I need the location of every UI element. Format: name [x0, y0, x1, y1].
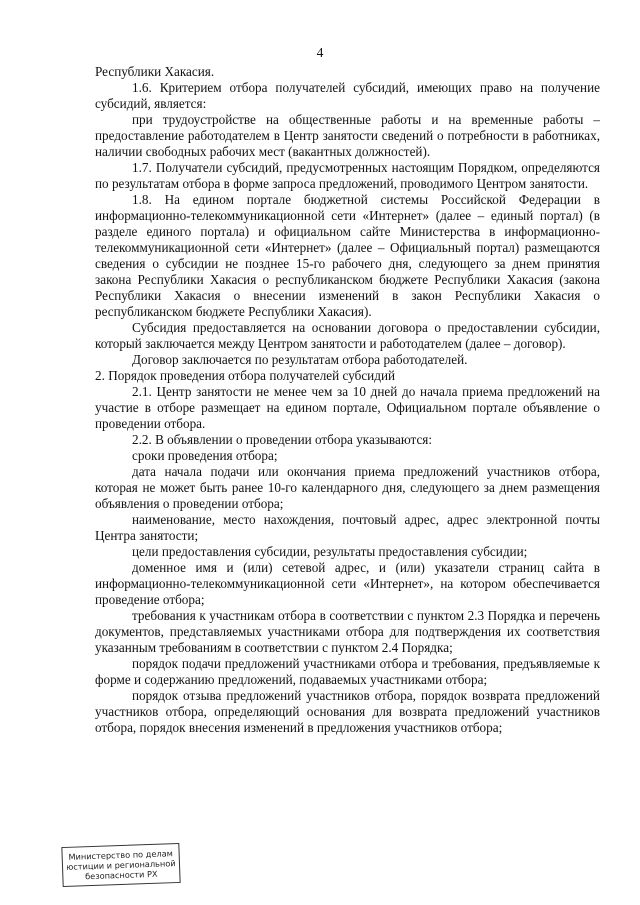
paragraph-continuation: Республики Хакасия.: [95, 64, 215, 79]
paragraph-subsidy-contract: Субсидия предоставляется на основании договора о предоставлении субсидии, который заключается между Центром занятости и работодателем (далее – договор).: [95, 320, 600, 351]
page-number: 4: [316, 45, 324, 60]
list-item-dates: дата начала подачи или окончания приема предложений участников отбора, которая не может быть ранее 10-го календарного дня, следующего за днем размещения объявления о проведении отбора;: [95, 464, 600, 511]
ministry-stamp: [61, 843, 180, 887]
paragraph-1-6: 1.6. Критерием отбора получателей субсидий, имеющих право на получение субсидий, является:: [95, 80, 600, 111]
list-item-domain: доменное имя и (или) сетевой адрес, и (или) указатели страниц сайта в информационно-телекоммуникационной сети «Интернет», на котором обеспечивается проведение отбора;: [95, 560, 600, 607]
list-item-withdrawal: порядок отзыва предложений участников отбора, порядок возврата предложений участников отбора, определяющий основания для возврата предложений участников отбора, порядок внесения изменений в предложения участников отбора;: [95, 688, 600, 735]
list-item-goals: цели предоставления субсидии, результаты предоставления субсидии;: [132, 544, 528, 559]
stamp-line: Министерство по делам: [68, 848, 173, 862]
stamp-line: безопасности РХ: [84, 868, 158, 882]
paragraph-2-1: 2.1. Центр занятости не менее чем за 10 дней до начала приема предложений на участие в отборе размещает на едином портале, Официальном портале объявление о проведении отбора.: [95, 384, 600, 431]
list-item-requirements: требования к участникам отбора в соответствии с пунктом 2.3 Порядка и перечень документов, представляемых участниками отбора для подтверждения их соответствия указанным требованиям в соответствии с пунктом 2.4 Порядка;: [95, 608, 600, 655]
stamp-line: юстиции и региональной: [66, 858, 176, 872]
list-item-submission: порядок подачи предложений участниками отбора и требования, предъявляемые к форме и содержанию предложений, подаваемых участниками отбора;: [95, 656, 600, 687]
list-item-terms: сроки проведения отбора;: [132, 448, 278, 463]
paragraph-1-8: 1.8. На едином портале бюджетной системы Российской Федерации в информационно-телекоммуникационной сети «Интернет» (далее – единый портал) (в разделе единого портала) и официальном сайте Министерства в информационно-телекоммуникационной сети «Интернет» (далее – Официальный портал) размещаются сведения о субсидии не позднее 15-го рабочего дня, следующего за днем принятия закона Республики Хакасия о республиканском бюджете Республики Хакасия (закона Республики Хакасия о внесении изменений в закон Республики Хакасия о республиканском бюджете Республики Хакасия).: [95, 192, 600, 319]
section-heading: 2. Порядок проведения отбора получателей субсидий: [95, 368, 396, 383]
list-item-contacts: наименование, место нахождения, почтовый адрес, адрес электронной почты Центра занятости;: [95, 512, 600, 543]
paragraph-1-7: 1.7. Получатели субсидий, предусмотренных настоящим Порядком, определяются по результатам отбора в форме запроса предложений, проводимого Центром занятости.: [95, 160, 600, 191]
paragraph-1-6-criterion: при трудоустройстве на общественные работы и на временные работы – предоставление работодателем в Центр занятости сведений о потребности в работниках, наличии свободных рабочих мест (вакантных должностей).: [95, 112, 600, 159]
paragraph-contract-basis: Договор заключается по результатам отбора работодателей.: [132, 352, 468, 367]
paragraph-2-2: 2.2. В объявлении о проведении отбора указываются:: [132, 432, 433, 447]
document-body: [95, 64, 600, 736]
